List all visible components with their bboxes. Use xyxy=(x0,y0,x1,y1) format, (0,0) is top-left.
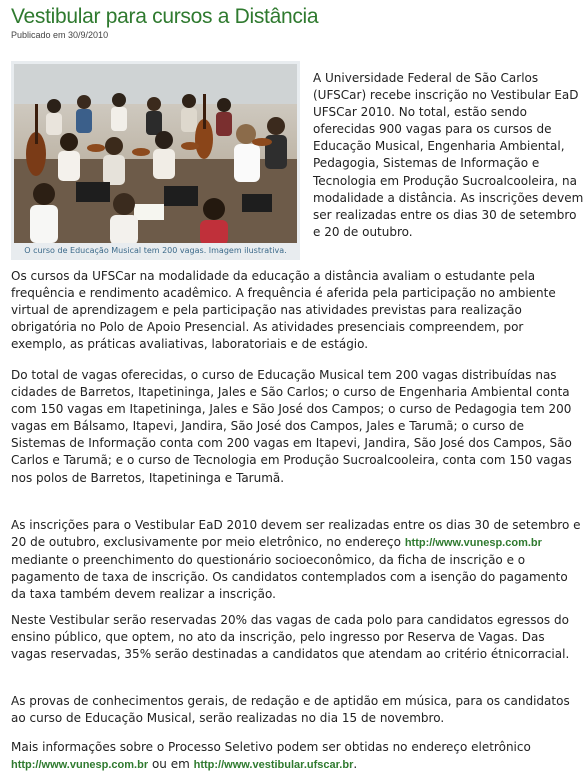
article-figure xyxy=(11,61,300,260)
vunesp-link[interactable]: http://www.vunesp.com.br xyxy=(404,537,542,550)
registration-text-continued: mediante o preenchimento do questionário socioeconômico, da ficha de inscrição e o pagamento de taxa de inscrição. Os candidatos contemplados com a isenção do pagamento da taxa também devem realizar a inscrição. xyxy=(11,553,568,602)
paragraph-more-info xyxy=(11,739,581,774)
page-title: Vestibular para cursos a Distância xyxy=(11,5,319,28)
more-info-end: . xyxy=(353,757,358,772)
article-photo xyxy=(14,64,297,243)
more-info-text: Mais informações sobre o Processo Seletivo podem ser obtidas no endereço eletrônico xyxy=(11,740,531,754)
registration-text: As inscrições para o Vestibular EaD 2010 devem ser realizadas entre os dias 30 de setembro e 20 de outubro, exclusivamente por meio eletrônico, no endereço xyxy=(11,518,581,550)
paragraph-evaluation: Os cursos da UFSCar na modalidade da educação a distância avaliam o estudante pela frequência e rendimento acadêmico. A frequência é aferida pela participação no ambiente virtual de aprendizagem e pela participação nas atividades previstas para realização obrigatória no Polo de Apoio Presencial. As atividades presenciais compreendem, por exemplo, as práticas avaliativas, laboratoriais e de estágio. xyxy=(11,269,556,352)
paragraph-vacancies: Do total de vagas oferecidas, o curso de Educação Musical tem 200 vagas distribuídas nas cidades de Barretos, Itapetininga, Jales e São Carlos; o curso de Engenharia Ambiental conta com 150 vagas em Itapetininga, Jales e São José dos Campos; o curso de Pedagogia tem 200 vagas em Bálsamo, Itapevi, Jandira, São José dos Campos, Jales e Tarumã; o curso de Sistemas de Informação conta com 200 vagas em Itapevi, Jandira, São José dos Campos, São Carlos e Tarumã; e o curso de Tecnologia em Produção Sucroalcooleira, conta com 150 vagas nos polos de Barretos, Itapetininga e Tarumã. xyxy=(11,368,572,485)
more-info-connector: ou em xyxy=(151,757,190,772)
paragraph-registration xyxy=(11,517,581,603)
vunesp-link-footer[interactable]: http://www.vunesp.com.br xyxy=(11,759,149,772)
paragraph-reserved-vacancies: Neste Vestibular serão reservadas 20% das vagas de cada polo para candidatos egressos do ensino público, que optem, no ato da inscrição, pelo ingresso por Reserva de Vagas. Das vagas reservadas, 35% serão destinadas a candidatos que atendam ao critério étnicorracial. xyxy=(11,613,570,662)
paragraph-exams: As provas de conhecimentos gerais, de redação e de aptidão em música, para os candidatos ao curso de Educação Musical, serão realizadas no dia 15 de novembro. xyxy=(11,694,570,726)
figure-caption: O curso de Educação Musical tem 200 vagas. Imagem ilustrativa. xyxy=(24,246,287,255)
publish-date: Publicado em 30/9/2010 xyxy=(11,30,109,40)
ufscar-vestibular-link[interactable]: http://www.vestibular.ufscar.br xyxy=(193,759,354,772)
intro-paragraph: A Universidade Federal de São Carlos (UFSCar) recebe inscrição no Vestibular EaD UFSCar 2010. No total, estão sendo oferecidas 900 vagas para os cursos de Educação Musical, Engenharia Ambiental, Pedagogia, Sistemas de Informação e Tecnologia em Produção Sucroalcooleira, na modalidade a distância. As inscrições devem ser realizadas entre os dias 30 de setembro e 20 de outubro. xyxy=(313,71,584,239)
